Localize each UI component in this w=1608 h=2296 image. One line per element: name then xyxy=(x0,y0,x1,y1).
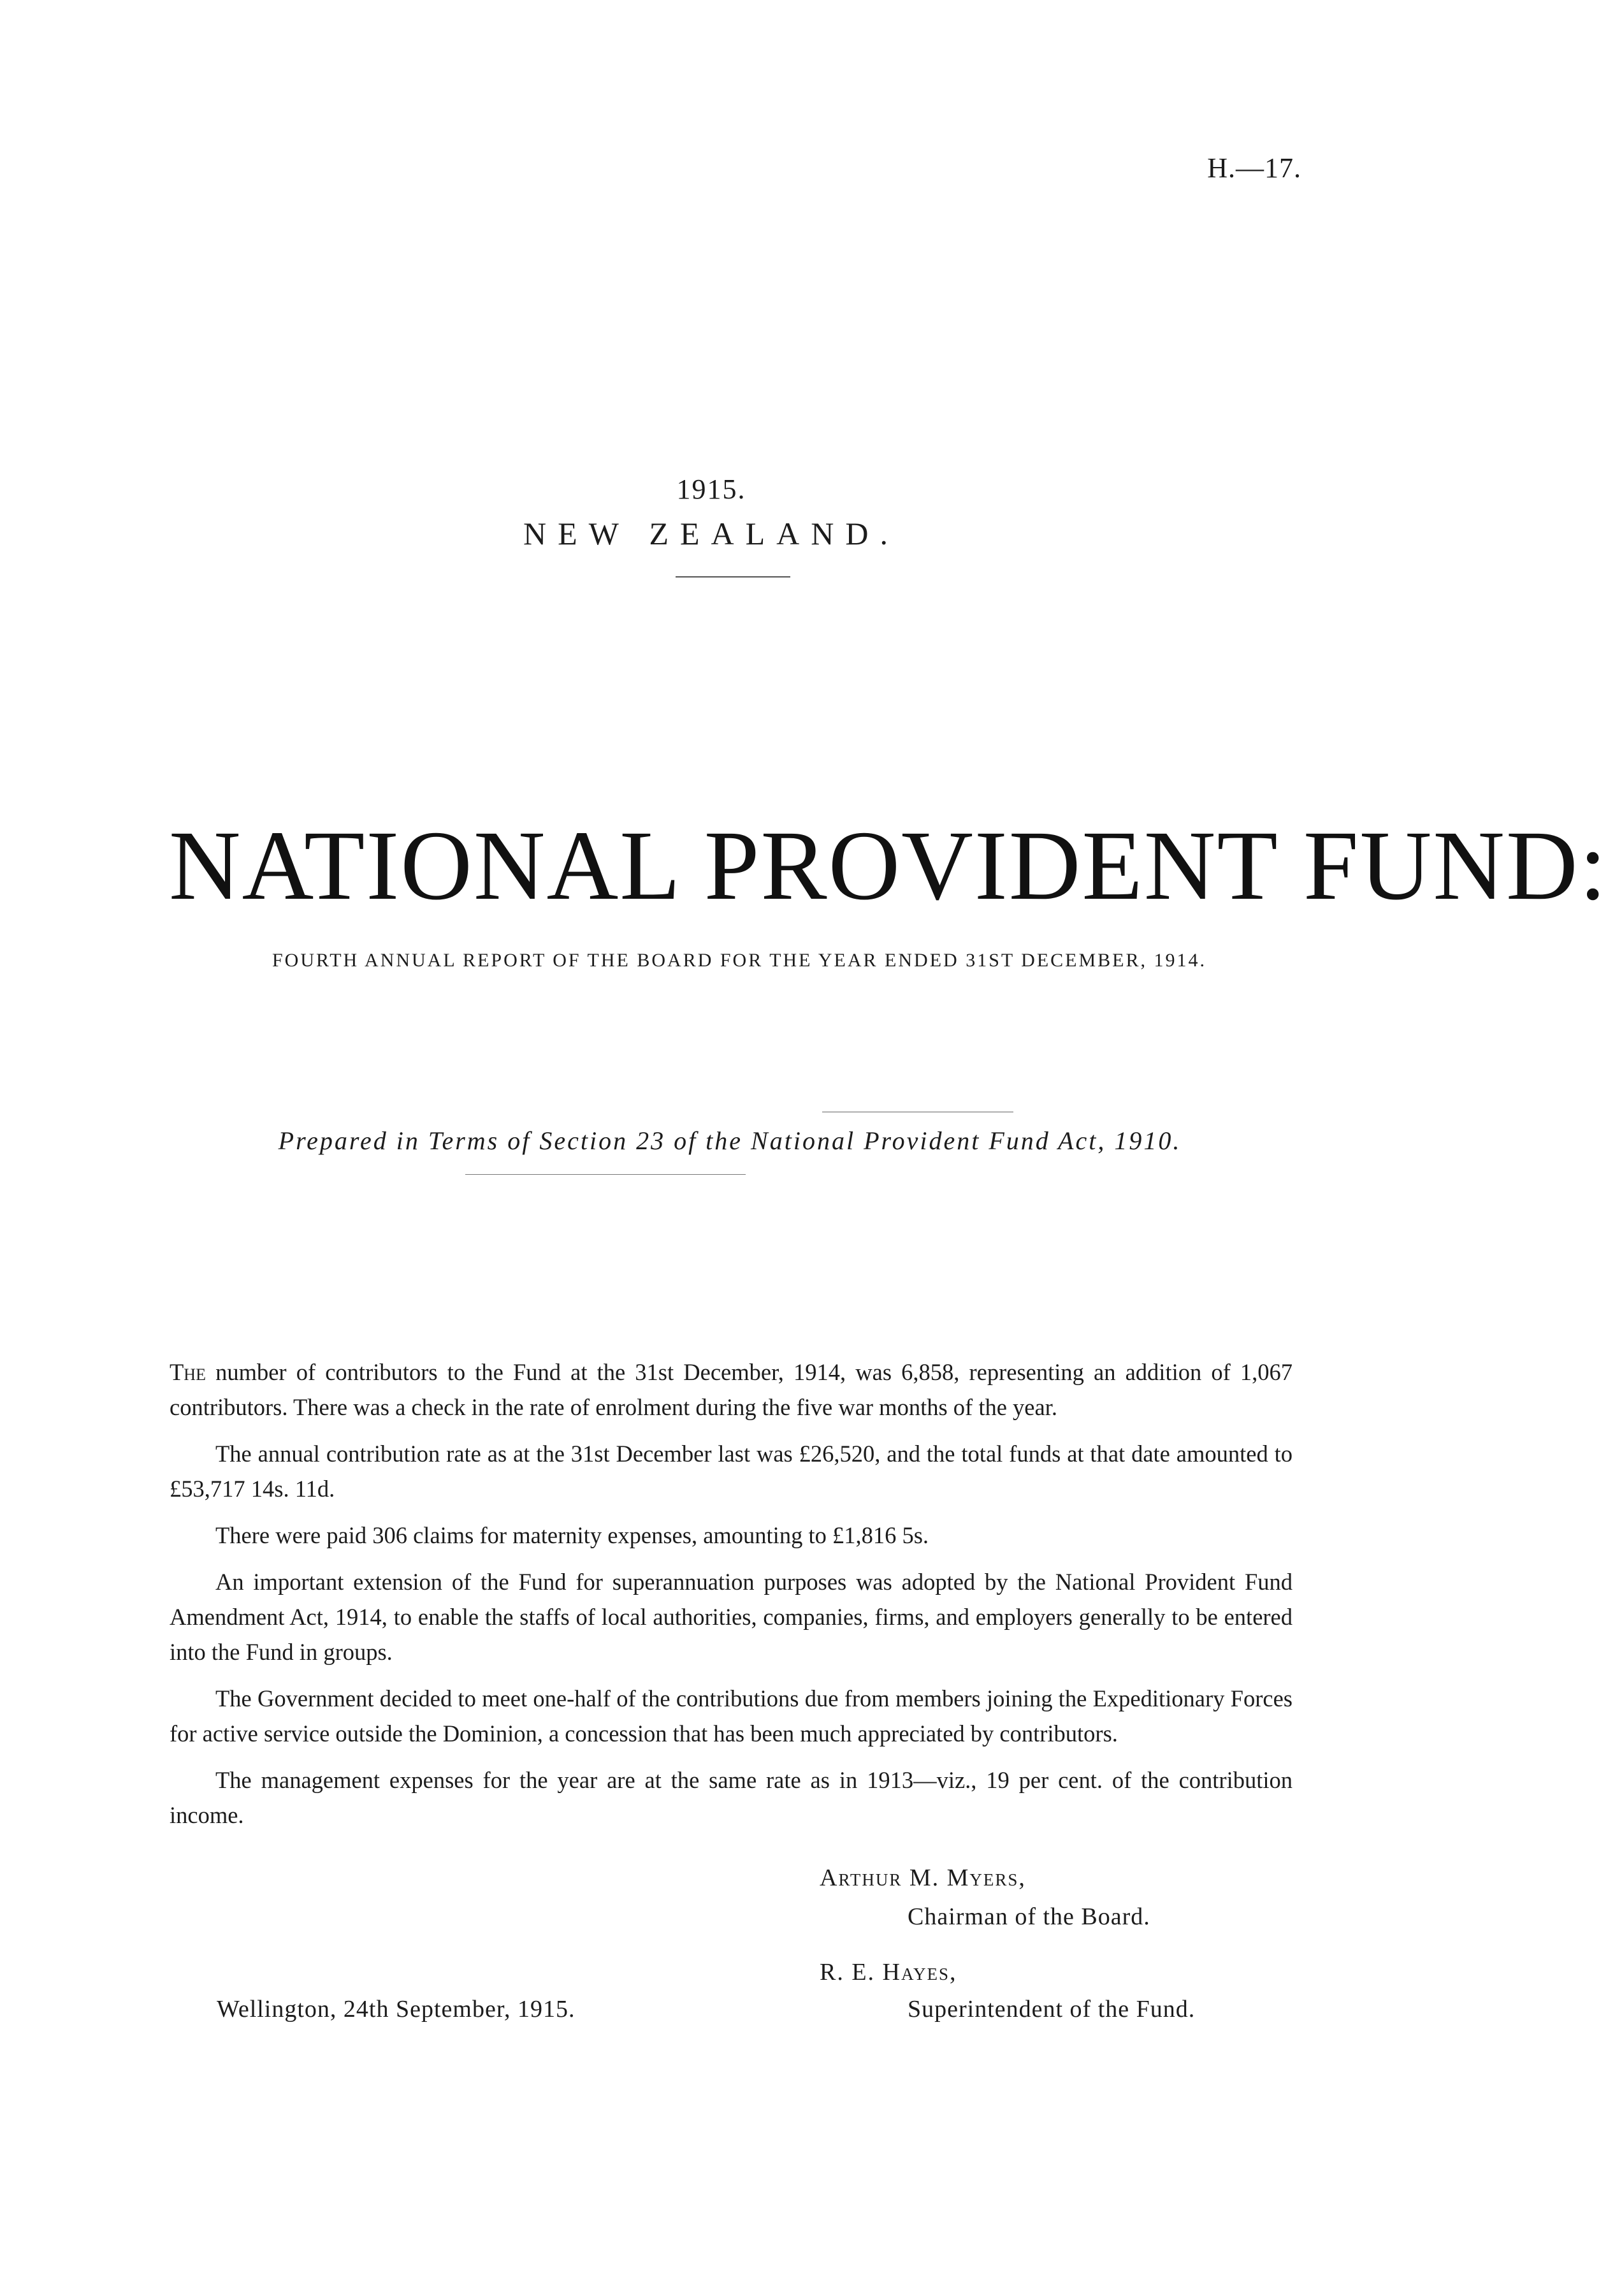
paragraph-maternity: There were paid 306 claims for maternity expenses, amounting to £1,816 5s. xyxy=(215,1522,929,1548)
paragraph-extension: An important extension of the Fund for superannuation purposes was adopted by the National Provident Fund Amendment Act, 1914, to enable the staffs of local authorities, companies, firms, and employers generally to be entered into the Fund in groups. xyxy=(170,1569,1293,1665)
paragraph-funds: The annual contribution rate as at the 31st December last was £26,520, and the total funds at that date amounted to £53,717 14s. 11d. xyxy=(170,1441,1293,1502)
report-year: 1915. xyxy=(676,474,746,505)
document-subtitle: FOURTH ANNUAL REPORT OF THE BOARD FOR THE YEAR ENDED 31ST DECEMBER, 1914. xyxy=(272,950,1207,971)
superintendent-title: Superintendent of the Fund. xyxy=(908,1996,1196,2023)
superintendent-name: R. E. Hayes, xyxy=(820,1959,957,1986)
paragraph-contributors xyxy=(170,1355,1293,1425)
report-body xyxy=(170,1355,1293,1844)
divider xyxy=(465,1174,746,1175)
country-heading: NEW ZEALAND. xyxy=(523,516,899,551)
paragraph-government: The Government decided to meet one-half of the contributions due from members joining the Expeditionary Forces for active service outside the Dominion, a concession that has been much appreciated by contributors. xyxy=(170,1685,1293,1747)
place-and-date: Wellington, 24th September, 1915. xyxy=(217,1996,576,2023)
prepared-note: Prepared in Terms of Section 23 of the National Provident Fund Act, 1910. xyxy=(278,1126,1182,1155)
page-reference: H.—17. xyxy=(1207,152,1301,184)
chairman-title: Chairman of the Board. xyxy=(908,1903,1150,1930)
paragraph-expenses: The management expenses for the year are at the same rate as in 1913—viz., 19 per cent. of the contribution income. xyxy=(170,1767,1293,1828)
paragraph-text: number of contributors to the Fund at the 31st December, 1914, was 6,858, representing an addition of 1,067 contributors. There was a check in the rate of enrolment during the five war months of the year. xyxy=(170,1359,1293,1420)
chairman-name: Arthur M. Myers, xyxy=(820,1864,1026,1891)
divider xyxy=(676,576,790,578)
document-title: NATIONAL PROVIDENT FUND: xyxy=(169,810,1608,920)
paragraph-lead-word: The xyxy=(170,1359,206,1385)
